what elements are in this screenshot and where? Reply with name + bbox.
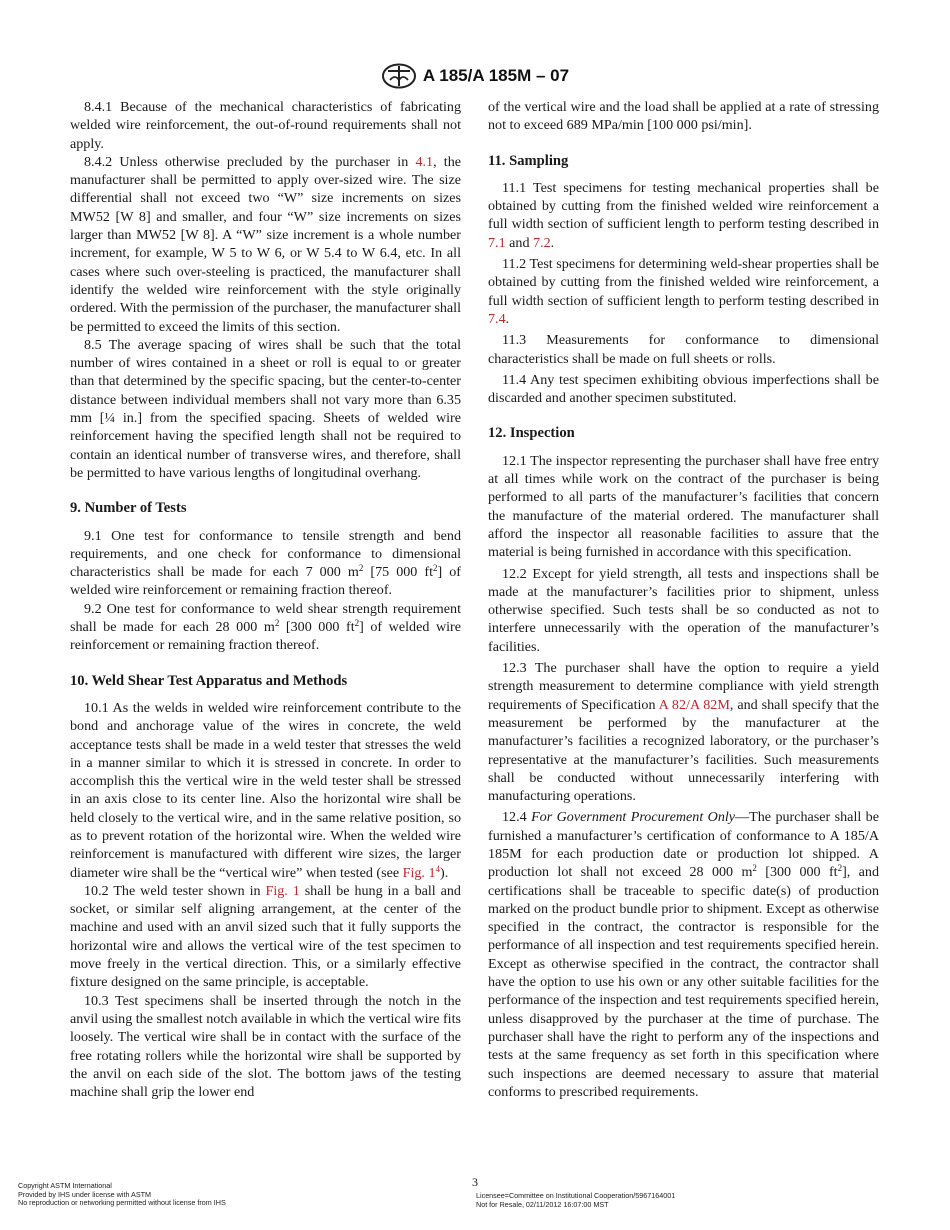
section-heading-11: 11. Sampling	[488, 152, 569, 169]
paragraph-9-1: 9.1 One test for conformance to tensile strength and bend requirements, and one check for conformance to dimensional characteristics shall be made for each 7 000 $m^2$ [75 000 $ft^2$] of welded wire reinforcement or remaining fraction thereof.	[70, 527, 461, 599]
section-link-7-1[interactable]: 7.1	[488, 234, 506, 251]
page-header	[0, 62, 950, 90]
footer-line: Licensee=Committee on Institutional Cooperation/5967164001	[476, 1191, 676, 1200]
paragraph-11-1: 11.1 Test specimens for testing mechanical properties shall be obtained by cutting from the finished welded wire reinforcement a full width section of sufficient length to perform testing described in 7.1 and 7.2.	[488, 179, 879, 251]
paragraph-12-1: 12.1 The inspector representing the purchaser shall have free entry at all times while work on the contract of the purchaser is being performed to all parts of the manufacturer’s facilities that concern the manufacture of the material ordered. The manufacturer shall afford the inspector all reasonable facilities to assure that the material is being furnished in accordance with this specification.	[488, 452, 879, 561]
section-link-4-1[interactable]: 4.1	[415, 153, 434, 170]
footer-line: Not for Resale, 02/11/2012 16:07:00 MST	[476, 1199, 609, 1209]
document-designation: A 185/A 185M – 07	[422, 66, 570, 85]
footer-line: Provided by IHS under license with ASTM	[18, 1189, 152, 1199]
left-column	[70, 98, 461, 1101]
right-column	[488, 98, 879, 1101]
paragraph-10-1: 10.1 As the welds in welded wire reinforcement contribute to the bond and anchorage value of the wires in concrete, the weld acceptance tests shall be made in a weld tester that stresses the weld in a manner similar to which it is stressed in concrete. In order to accomplish this the vertical wire in the weld tester shall be stressed in an axis close to its center line. Also the horizontal wire shall be held closely to the vertical wire, and in the same relative position, so as to prevent rotation of the horizontal wire. When the welded wire reinforcement is manufactured with different wire sizes, the larger diameter wire shall be the “vertical wire” when tested (see Fig. 1$^4$).	[70, 699, 461, 881]
paragraph-12-3: 12.3 The purchaser shall have the option to require a yield strength measurement to determine compliance with yield strength requirements of Specification A 82/A 82M, and shall specify that the measurement be performed by the manufacturer at the manufacturer’s facilities a recognized laboratory, or the purchaser’s representative at the manufacturer’s facilities. Such measurements shall be conducted without unnecessarily interfering with manufacturing operations.	[488, 660, 879, 805]
section-heading-9: 9. Number of Tests	[70, 500, 187, 517]
paragraph-12-2: 12.2 Except for yield strength, all tests and inspections shall be made at the manufacturer’s facilities prior to shipment, unless otherwise specified. Such tests shall be so conducted as not to interfere unnecessarily with the operation of the manufacturer’s facilities.	[488, 565, 879, 655]
paragraph-11-2: 11.2 Test specimens for determining weld-shear properties shall be obtained by cutting from the finished welded wire reinforcement, a full width section of sufficient length to perform testing described in 7.4.	[488, 256, 879, 327]
specification-link-a82[interactable]: A 82/A 82M	[658, 696, 730, 713]
paragraph-9-2: 9.2 One test for conformance to weld shear strength requirement shall be made for each 28 000 $m^2$ [300 000 $ft^2$] of welded wire reinforcement or remaining fraction thereof.	[70, 600, 461, 654]
footer-license	[476, 1192, 675, 1209]
paragraph-11-4: 11.4 Any test specimen exhibiting obvious imperfections shall be discarded and another specimen substituted.	[488, 371, 879, 407]
paragraph-8-4-1: 8.4.1 Because of the mechanical characteristics of fabricating welded wire reinforcement, the out-of-round requirements shall not apply.	[70, 99, 461, 152]
paragraph-10-3: 10.3 Test specimens shall be inserted through the notch in the anvil using the smallest notch available in which the vertical wire fits loosely. The vertical wire shall be in contact with the surface of the free rotating rollers while the horizontal wire shall be supported by the anvil on each side of the slot. The bottom jaws of the testing machine shall grip the lower end	[70, 992, 461, 1101]
footer-line: No reproduction or networking permitted without license from IHS	[18, 1198, 226, 1208]
section-heading-12: 12. Inspection	[488, 425, 575, 442]
paragraph-12-4: 12.4 For Government Procurement Only—The purchaser shall be furnished a manufacturer’s certification of conformance to A 185/A 185M for each production date or production lot shipped. A production lot shall not exceed 28 000 $m^2$ [300 000 $ft^2$], and certifications shall be traceable to specific date(s) of production marked on the product bundle prior to shipment. Except as otherwise specified in the contract, the contractor is responsible for the performance of all inspection and test requirements specified herein. Except as otherwise specified in the contract, the contractor shall have the option to use his own or any other suitable facilities for the performance of the inspection and test requirements specified herein, unless disapproved by the purchaser at the time of purchase. The purchaser shall have the right to perform any of the inspections and tests at the same frequency as set forth in this specification where such inspections are deemed necessary to assure that material conforms to prescribed requirements.	[488, 809, 880, 1100]
paragraph-10-3-continued: of the vertical wire and the load shall be applied at a rate of stressing not to exceed 689 MPa/min [100 000 psi/min].	[488, 99, 879, 134]
footer-copyright	[18, 1182, 226, 1208]
page-number: 3	[472, 1175, 478, 1189]
figure-link-fig-1[interactable]: Fig. 1	[402, 864, 436, 881]
footnote-ref-4[interactable]: 4	[435, 863, 441, 874]
figure-link-fig-1[interactable]: Fig. 1	[265, 882, 300, 899]
section-link-7-2[interactable]: 7.2	[533, 234, 551, 251]
paragraph-8-4-2: 8.4.2 Unless otherwise precluded by the purchaser in 4.1, the manufacturer shall be permitted to apply over-sized wire. The size differential shall not exceed two “W” size increments on sizes MW52 [W 8] and smaller, and four “W” size increments on sizes larger than MW52 [W 8]. A “W” size increment is a whole number increment, for example, W 5 to W 6, or W 5.4 to W 6.4, etc. In all cases where such over-steeling is practiced, the manufacturer shall identify the welded wire reinforcement with the style originally ordered. With the permission of the purchaser, the manufacturer shall be permitted to exceed the limits of this section.	[70, 153, 462, 335]
astm-logo-icon	[381, 63, 417, 89]
section-heading-10: 10. Weld Shear Test Apparatus and Methods	[70, 672, 348, 689]
paragraph-8-5: 8.5 The average spacing of wires shall be such that the total number of wires contained in a sheet or roll is equal to or greater than that determined by the specific spacing, but the center-to-center distance between individual members shall not vary more than 6.35 mm [¼ in.] from the specified spacing. Sheets of welded wire reinforcement having the specified length shall not be required to contain an identical number of transverse wires, and therefore, shall be permitted to have various lengths of longitudinal overhang.	[70, 336, 461, 481]
section-link-7-4[interactable]: 7.4	[488, 310, 506, 327]
paragraph-10-2: 10.2 The weld tester shown in Fig. 1 shall be hung in a ball and socket, or similar self aligning arrangement, at the center of the machine and used with an anvil sized such that it fully supports the horizontal wire and allows the vertical wire of the test specimen to move freely in the vertical direction. This, or a similarly effective fixture designed on the same principle, is acceptable.	[70, 882, 461, 991]
paragraph-11-3: 11.3 Measurements for conformance to dimensional characteristics shall be made on full sheets or rolls.	[488, 332, 879, 367]
footer-line: Copyright ASTM International	[18, 1181, 112, 1190]
